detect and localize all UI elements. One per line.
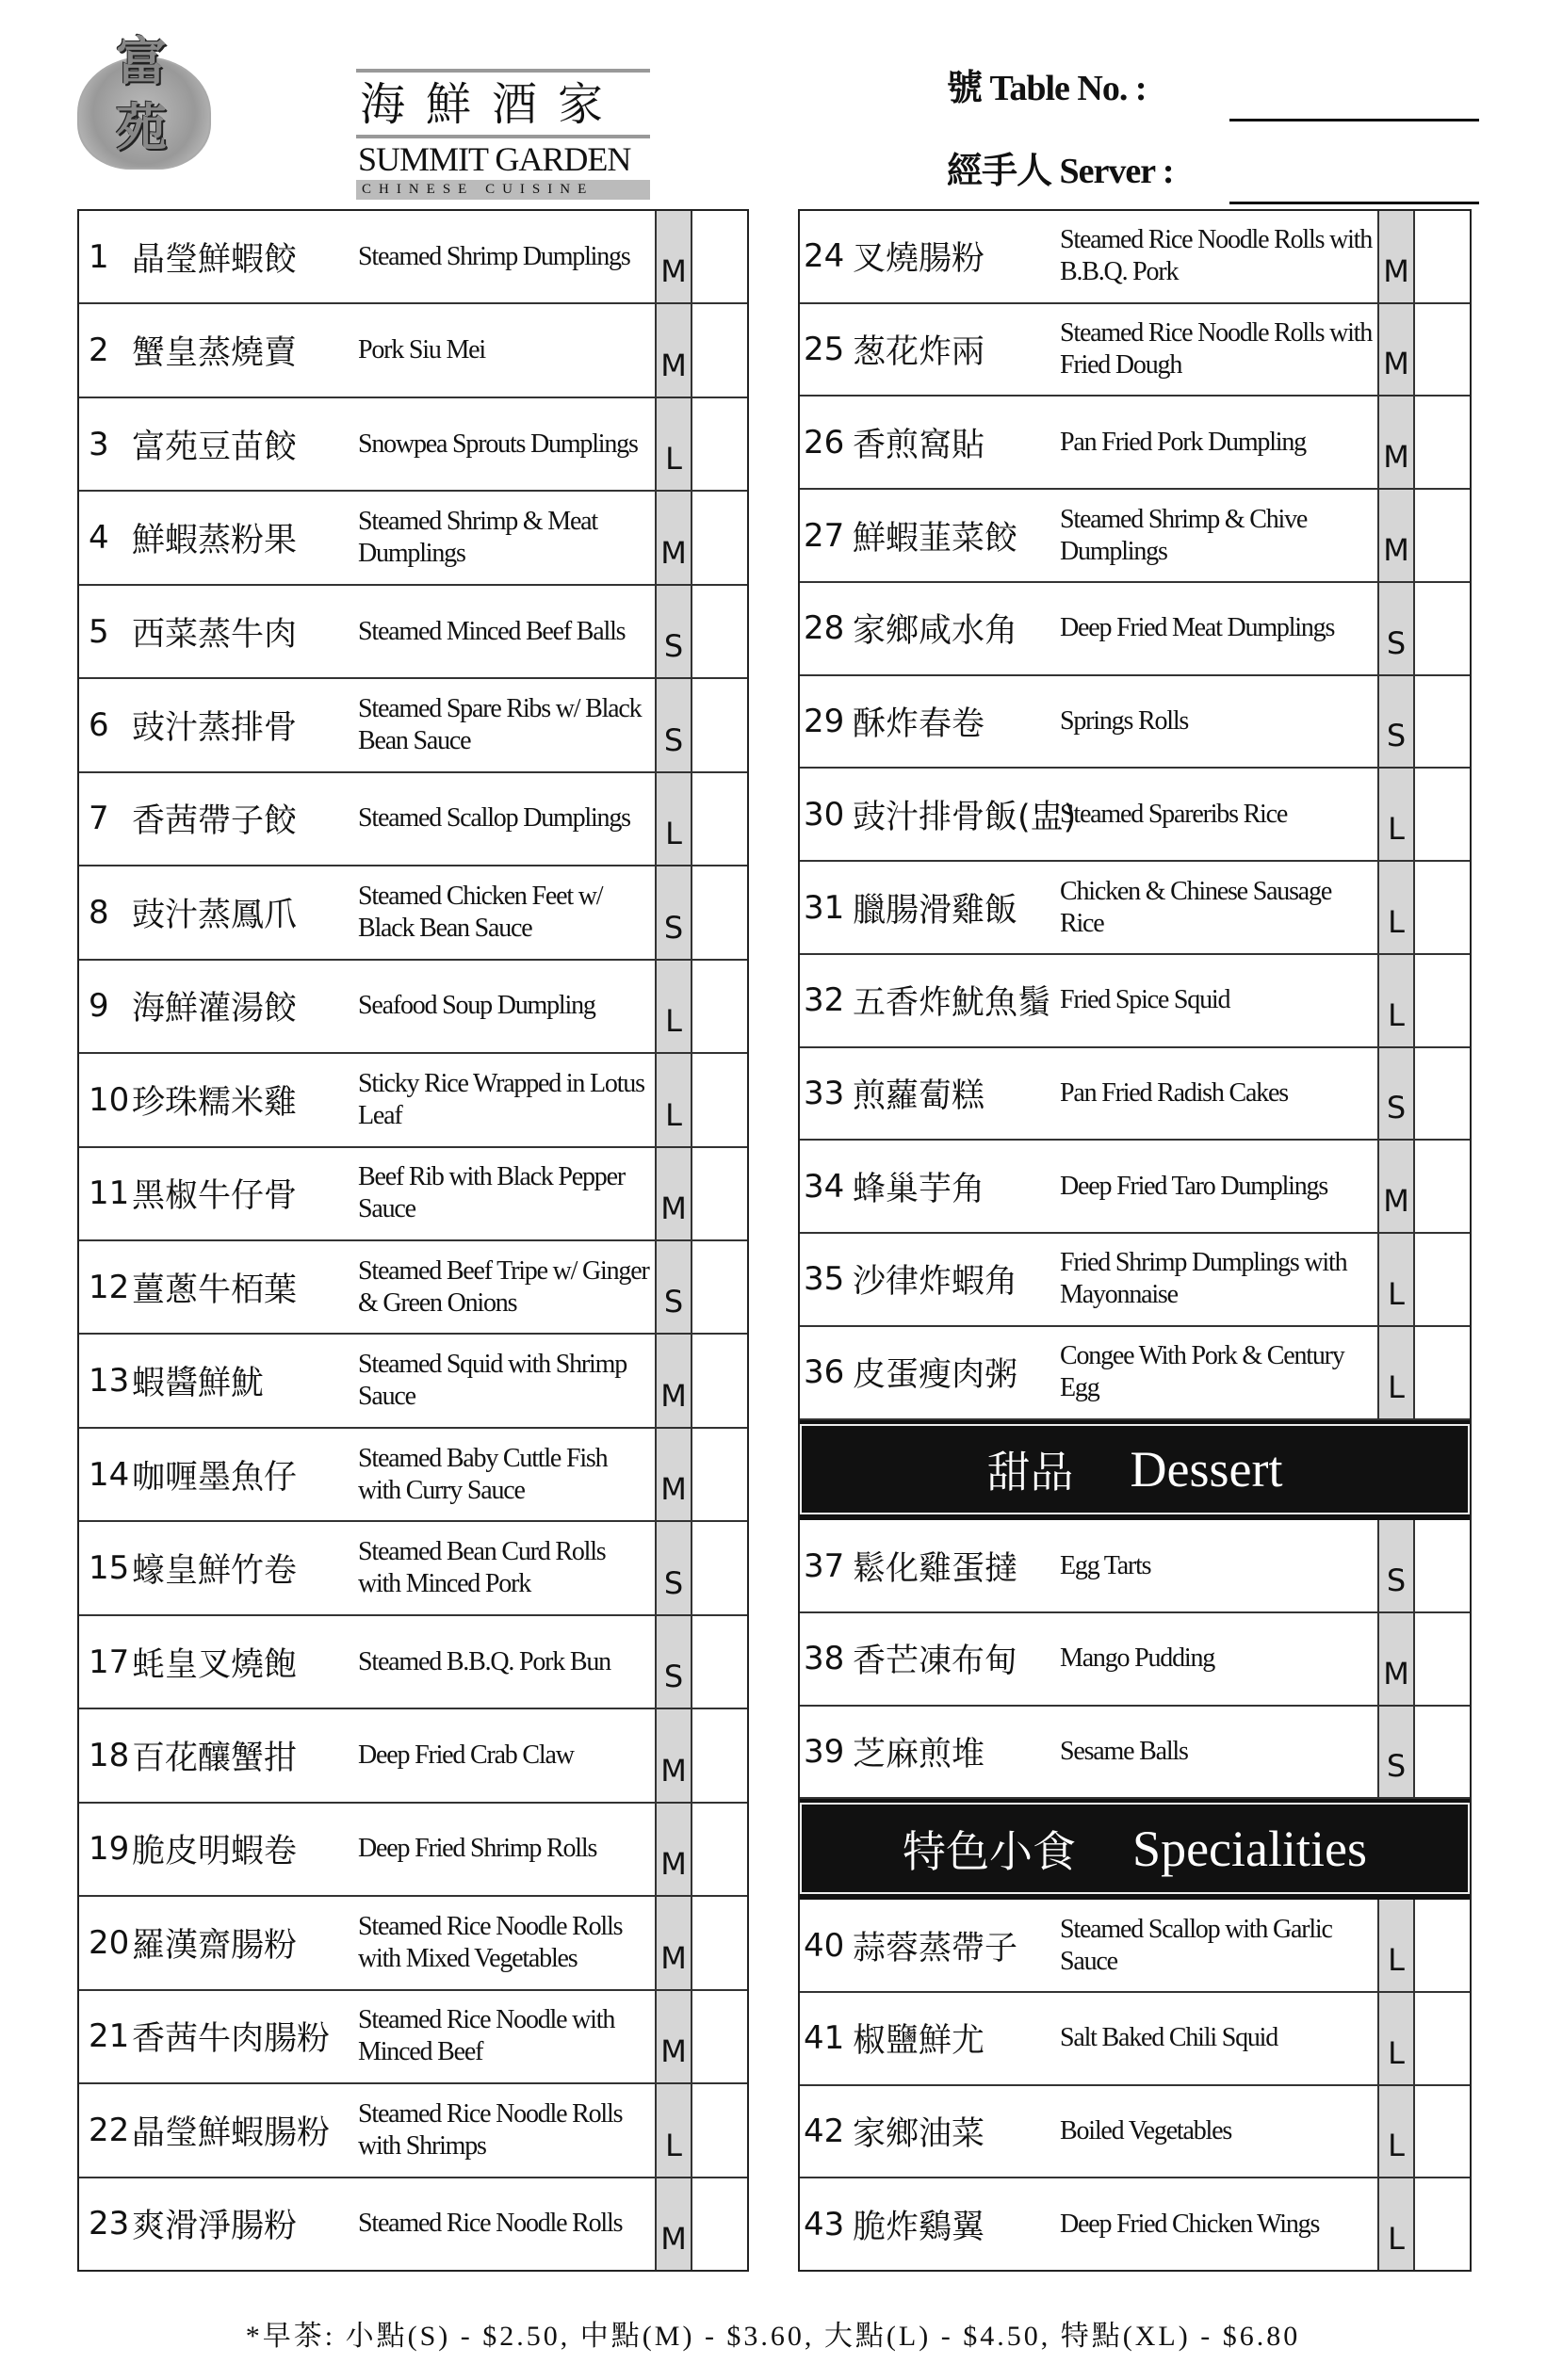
menu-row	[800, 769, 1470, 862]
quantity-cell[interactable]	[1415, 769, 1470, 860]
menu-table-left	[77, 209, 749, 2272]
menu-row	[800, 397, 1470, 490]
item-name-cn: 鮮蝦韮菜餃	[853, 519, 1018, 558]
item-name-cn: 蚝皇叉燒飽	[132, 1645, 298, 1684]
item-size: L	[1377, 1327, 1415, 1418]
item-name-en: Steamed Squid with Shrimp Sauce	[358, 1350, 627, 1412]
item-name-en: Steamed B.B.Q. Pork Bun	[358, 1646, 610, 1676]
menu-row	[800, 862, 1470, 955]
item-number: 17	[89, 1643, 130, 1681]
item-name-cn: 蝦醬鮮魷	[132, 1365, 265, 1403]
item-name-en: Pork Siu Mei	[358, 335, 485, 365]
menu-row	[800, 490, 1470, 583]
section-header-inner	[800, 1803, 1470, 1894]
item-name-en: Deep Fried Shrimp Rolls	[358, 1834, 597, 1864]
item-number: 37	[804, 1546, 845, 1585]
menu-row	[800, 1993, 1470, 2086]
menu-row	[79, 1241, 747, 1335]
server-input-line[interactable]	[1229, 202, 1479, 204]
item-name-en: Salt Baked Chili Squid	[1060, 2023, 1278, 2053]
quantity-cell[interactable]	[692, 2178, 747, 2270]
item-number: 10	[89, 1080, 130, 1119]
item-size: S	[655, 1241, 692, 1333]
item-name-cn: 香茜牛肉腸粉	[132, 2020, 331, 2059]
logo-emblem	[73, 28, 215, 179]
menu-row	[79, 2084, 747, 2178]
item-number: 15	[89, 1549, 130, 1588]
item-name-en: Steamed Rice Noodle Rolls	[358, 2209, 623, 2239]
item-number: 13	[89, 1362, 130, 1400]
item-name-cn: 叉燒腸粉	[853, 240, 985, 279]
menu-row	[79, 1148, 747, 1241]
item-number: 9	[89, 987, 109, 1026]
menu-row	[79, 2178, 747, 2270]
menu-row	[800, 1707, 1470, 1800]
item-name-en: Steamed Rice Noodle Rolls with B.B.Q. Pork	[1060, 225, 1373, 287]
item-name-en: Steamed Rice Noodle Rolls with Mixed Vegetables	[358, 1911, 623, 1973]
item-name-en: Congee With Pork & Century Egg	[1060, 1341, 1344, 1403]
item-number: 3	[89, 425, 109, 463]
item-name-cn: 香芒凍布甸	[853, 1643, 1018, 1681]
item-name-cn: 晶瑩鮮蝦餃	[132, 240, 298, 279]
item-name-en: Sticky Rice Wrapped in Lotus Leaf	[358, 1068, 644, 1130]
quantity-cell[interactable]	[692, 1522, 747, 1613]
item-name-en: Steamed Baby Cuttle Fish with Curry Sauce	[358, 1443, 608, 1505]
item-name-cn: 蒜蓉蒸帶子	[853, 1929, 1018, 1967]
menu-row	[79, 1335, 747, 1428]
item-name-en: Steamed Chicken Feet w/ Black Bean Sauce	[358, 881, 603, 943]
item-number: 27	[804, 516, 845, 555]
item-number: 39	[804, 1733, 845, 1772]
item-size: M	[1377, 304, 1415, 396]
item-size: L	[1377, 862, 1415, 953]
menu-row	[800, 583, 1470, 676]
item-name-en: Chicken & Chinese Sausage Rice	[1060, 876, 1332, 938]
item-number: 34	[804, 1167, 845, 1206]
item-size: L	[655, 398, 692, 490]
quantity-cell[interactable]	[1415, 1048, 1470, 1140]
item-size: M	[655, 211, 692, 302]
item-name-en: Snowpea Sprouts Dumplings	[358, 429, 638, 459]
quantity-cell[interactable]	[692, 586, 747, 677]
item-number: 19	[89, 1830, 130, 1869]
item-size: M	[655, 492, 692, 583]
menu-row	[79, 961, 747, 1054]
item-size: L	[655, 773, 692, 865]
item-number: 28	[804, 609, 845, 648]
quantity-cell[interactable]	[1415, 583, 1470, 674]
quantity-cell[interactable]	[692, 1709, 747, 1801]
quantity-cell[interactable]	[692, 1897, 747, 1988]
brand-block	[356, 69, 650, 200]
item-name-cn: 爽滑淨腸粉	[132, 2208, 298, 2246]
item-name-cn: 酥炸春卷	[853, 705, 985, 744]
item-name-cn: 芝麻煎堆	[853, 1736, 985, 1774]
menu-row	[800, 1520, 1470, 1613]
item-size: M	[655, 1335, 692, 1426]
brand-cn: 海鮮酒家	[360, 78, 625, 131]
item-size: M	[1377, 1141, 1415, 1232]
item-size: S	[655, 1616, 692, 1708]
item-number: 22	[89, 2111, 130, 2149]
item-name-cn: 皮蛋瘦肉粥	[853, 1356, 1018, 1395]
logo-mark: 富苑	[116, 31, 167, 157]
menu-row	[800, 1613, 1470, 1707]
item-size: L	[655, 2084, 692, 2176]
server-field	[947, 141, 1174, 193]
menu-row	[800, 2178, 1470, 2270]
quantity-cell[interactable]	[692, 398, 747, 490]
item-name-cn: 羅漢齋腸粉	[132, 1926, 298, 1965]
item-size: M	[655, 1709, 692, 1801]
quantity-cell[interactable]	[1415, 304, 1470, 396]
item-number: 12	[89, 1268, 130, 1306]
quantity-cell[interactable]	[1415, 1520, 1470, 1611]
brand-sub: CHINESE CUISINE	[356, 180, 650, 200]
item-name-en: Steamed Scallop with Garlic Sauce	[1060, 1914, 1332, 1976]
menu-row	[800, 676, 1470, 769]
menu-row	[79, 1616, 747, 1709]
item-size: S	[655, 1522, 692, 1613]
table-no-label: 號 Table No. :	[947, 69, 1147, 108]
item-number: 36	[804, 1353, 845, 1392]
item-number: 5	[89, 612, 109, 651]
item-number: 2	[89, 332, 109, 370]
menu-row	[79, 773, 747, 866]
item-number: 6	[89, 705, 109, 744]
item-number: 20	[89, 1923, 130, 1962]
item-name-en: Deep Fried Crab Claw	[358, 1740, 574, 1770]
menu-row	[79, 1991, 747, 2084]
menu-row	[800, 1141, 1470, 1234]
quantity-cell[interactable]	[1415, 1327, 1470, 1418]
section-title-en: Specialities	[1132, 1820, 1367, 1877]
quantity-cell[interactable]	[1415, 1707, 1470, 1798]
item-name-en: Steamed Shrimp Dumplings	[358, 241, 630, 271]
item-number: 42	[804, 2113, 845, 2151]
item-name-cn: 家鄉咸水角	[853, 612, 1018, 651]
section-header-inner	[800, 1424, 1470, 1515]
item-size: L	[655, 1054, 692, 1145]
item-name-en: Steamed Scallop Dumplings	[358, 803, 630, 834]
item-name-cn: 香煎窩貼	[853, 426, 985, 464]
item-name-cn: 百花釀蟹拑	[132, 1739, 298, 1777]
quantity-cell[interactable]	[1415, 211, 1470, 302]
item-size: M	[1377, 490, 1415, 581]
item-size: L	[655, 961, 692, 1052]
item-size: M	[655, 1429, 692, 1520]
menu-row	[79, 1897, 747, 1990]
item-name-en: Steamed Rice Noodle Rolls with Shrimps	[358, 2098, 623, 2161]
item-size: M	[655, 304, 692, 396]
item-size: S	[655, 866, 692, 958]
item-number: 1	[89, 237, 109, 276]
item-name-cn: 臘腸滑雞飯	[853, 891, 1018, 930]
item-size: M	[655, 2178, 692, 2270]
item-name-cn: 鮮蝦蒸粉果	[132, 522, 298, 560]
item-name-en: Egg Tarts	[1060, 1550, 1151, 1580]
quantity-cell[interactable]	[692, 1616, 747, 1708]
item-name-cn: 香茜帶子餃	[132, 802, 298, 841]
quantity-cell[interactable]	[1415, 1993, 1470, 2084]
item-name-en: Deep Fried Chicken Wings	[1060, 2209, 1320, 2239]
item-name-cn: 晶瑩鮮蝦腸粉	[132, 2113, 331, 2152]
item-number: 30	[804, 795, 845, 834]
section-title-cn: 特色小食	[903, 1825, 1077, 1877]
item-name-cn: 鬆化雞蛋撻	[853, 1549, 1018, 1588]
item-size: S	[1377, 1520, 1415, 1611]
item-name-cn: 蠔皇鮮竹卷	[132, 1552, 298, 1591]
item-name-cn: 蜂巢芋角	[853, 1170, 985, 1208]
quantity-cell[interactable]	[1415, 1141, 1470, 1232]
item-name-en: Deep Fried Taro Dumplings	[1060, 1171, 1328, 1201]
item-size: L	[1377, 1900, 1415, 1991]
item-number: 14	[89, 1455, 130, 1494]
server-label: 經手人 Server :	[947, 152, 1174, 191]
item-number: 40	[804, 1926, 845, 1965]
quantity-cell[interactable]	[692, 1429, 747, 1520]
menu-row	[79, 679, 747, 772]
item-size: M	[655, 1991, 692, 2082]
brand-en: SUMMIT GARDEN	[358, 140, 631, 178]
item-size: M	[1377, 397, 1415, 488]
item-size: M	[1377, 211, 1415, 302]
item-number: 41	[804, 2019, 845, 2058]
item-name-en: Steamed Minced Beef Balls	[358, 616, 626, 646]
menu-row	[800, 304, 1470, 397]
item-number: 43	[804, 2205, 845, 2243]
item-name-cn: 豉汁蒸排骨	[132, 708, 298, 747]
item-size: S	[1377, 583, 1415, 674]
item-number: 8	[89, 893, 109, 931]
item-size: L	[1377, 769, 1415, 860]
menu-row	[79, 398, 747, 492]
table-no-field	[947, 58, 1147, 110]
item-name-cn: 蟹皇蒸燒賣	[132, 334, 298, 373]
quantity-cell[interactable]	[1415, 955, 1470, 1046]
item-name-en: Springs Rolls	[1060, 706, 1189, 737]
item-name-en: Steamed Spare Ribs w/ Black Bean Sauce	[358, 693, 642, 755]
item-number: 25	[804, 331, 845, 369]
item-name-en: Seafood Soup Dumpling	[358, 991, 595, 1021]
quantity-cell[interactable]	[692, 211, 747, 302]
item-name-cn: 薑蔥牛栢葉	[132, 1271, 298, 1309]
section-title-cn: 甜品	[986, 1446, 1074, 1498]
item-name-cn: 豉汁排骨飯(盅)	[853, 798, 1077, 836]
price-footnote: *早茶: 小點(S) - $2.50, 中點(M) - $3.60, 大點(L) - $4.50, 特點(XL) - $6.80	[245, 2321, 1301, 2352]
item-number: 23	[89, 2205, 130, 2243]
item-number: 24	[804, 237, 845, 276]
item-name-cn: 五香炸魷魚鬚	[853, 984, 1051, 1023]
item-name-en: Steamed Spareribs Rice	[1060, 799, 1288, 829]
item-name-en: Steamed Rice Noodle Rolls with Fried Dough	[1060, 318, 1373, 380]
quantity-cell[interactable]	[692, 304, 747, 396]
quantity-cell[interactable]	[692, 866, 747, 958]
quantity-cell[interactable]	[1415, 490, 1470, 581]
item-name-en: Mango Pudding	[1060, 1643, 1215, 1674]
quantity-cell[interactable]	[692, 1241, 747, 1333]
item-name-cn: 椒鹽鮮尤	[853, 2022, 985, 2061]
item-name-en: Beef Rib with Black Pepper Sauce	[358, 1162, 625, 1224]
item-size: L	[1377, 1993, 1415, 2084]
item-number: 31	[804, 888, 845, 927]
menu-row	[79, 1522, 747, 1615]
quantity-cell[interactable]	[1415, 862, 1470, 953]
menu-row	[800, 211, 1470, 304]
item-name-en: Boiled Vegetables	[1060, 2116, 1232, 2146]
menu-row	[79, 492, 747, 585]
quantity-cell[interactable]	[1415, 1234, 1470, 1325]
item-number: 18	[89, 1736, 130, 1774]
menu-row	[79, 866, 747, 960]
item-name-cn: 黑椒牛仔骨	[132, 1177, 298, 1216]
quantity-cell[interactable]	[692, 1148, 747, 1239]
item-name-en: Steamed Shrimp & Meat Dumplings	[358, 507, 597, 569]
item-number: 33	[804, 1074, 845, 1112]
section-title-en: Dessert	[1130, 1440, 1283, 1498]
quantity-cell[interactable]	[692, 1054, 747, 1145]
item-name-cn: 沙律炸蝦角	[853, 1263, 1018, 1302]
item-size: M	[655, 1804, 692, 1895]
item-size: S	[1377, 1048, 1415, 1140]
menu-row	[800, 1234, 1470, 1327]
quantity-cell[interactable]	[692, 1991, 747, 2082]
item-name-cn: 煎蘿蔔糕	[853, 1077, 985, 1115]
item-size: M	[1377, 1613, 1415, 1705]
menu-table-right	[798, 209, 1472, 2272]
item-name-cn: 海鮮灌湯餃	[132, 990, 298, 1028]
menu-row	[79, 586, 747, 679]
restaurant-logo	[73, 28, 631, 197]
item-number: 32	[804, 981, 845, 1020]
item-name-en: Steamed Rice Noodle with Minced Beef	[358, 2005, 615, 2067]
quantity-cell[interactable]	[1415, 676, 1470, 768]
item-number: 7	[89, 800, 109, 838]
menu-row	[79, 1709, 747, 1803]
item-number: 11	[89, 1174, 130, 1213]
quantity-cell[interactable]	[692, 1335, 747, 1426]
quantity-cell[interactable]	[1415, 2178, 1470, 2270]
quantity-cell[interactable]	[692, 492, 747, 583]
item-size: L	[1377, 2178, 1415, 2270]
quantity-cell[interactable]	[1415, 1900, 1470, 1991]
menu-row	[79, 1054, 747, 1147]
item-name-cn: 脆皮明蝦卷	[132, 1833, 298, 1871]
quantity-cell[interactable]	[692, 2084, 747, 2176]
item-name-cn: 咖喱墨魚仔	[132, 1458, 298, 1497]
quantity-cell[interactable]	[692, 773, 747, 865]
item-name-en: Pan Fried Radish Cakes	[1060, 1077, 1288, 1108]
menu-row	[800, 1327, 1470, 1420]
menu-row	[79, 1804, 747, 1897]
item-name-cn: 家鄉油菜	[853, 2115, 985, 2154]
menu-row	[800, 1048, 1470, 1141]
quantity-cell[interactable]	[1415, 2086, 1470, 2178]
item-name-en: Deep Fried Meat Dumplings	[1060, 613, 1335, 643]
item-number: 4	[89, 519, 109, 558]
menu-row	[79, 304, 747, 397]
quantity-cell[interactable]	[692, 679, 747, 770]
item-name-cn: 脆炸鷄翼	[853, 2208, 985, 2246]
item-size: S	[655, 586, 692, 677]
menu-row	[79, 1429, 747, 1522]
item-size: L	[1377, 1234, 1415, 1325]
item-number: 26	[804, 423, 845, 461]
item-name-en: Fried Spice Squid	[1060, 985, 1230, 1015]
item-number: 38	[804, 1640, 845, 1678]
item-size: S	[1377, 676, 1415, 768]
item-size: L	[1377, 955, 1415, 1046]
quantity-cell[interactable]	[692, 961, 747, 1052]
item-number: 29	[804, 703, 845, 741]
item-size: S	[1377, 1707, 1415, 1798]
menu-row	[800, 1900, 1470, 1993]
item-number: 21	[89, 2017, 130, 2056]
item-name-cn: 豉汁蒸鳳爪	[132, 896, 298, 934]
menu-row	[79, 211, 747, 304]
item-size: M	[655, 1897, 692, 1988]
specialities-section-header	[800, 1799, 1470, 1900]
item-name-en: Sesame Balls	[1060, 1737, 1188, 1767]
item-name-en: Steamed Bean Curd Rolls with Minced Pork	[358, 1537, 606, 1599]
quantity-cell[interactable]	[1415, 397, 1470, 488]
item-name-en: Steamed Beef Tripe w/ Ginger & Green Onions	[358, 1255, 649, 1318]
menu-row	[800, 2086, 1470, 2179]
item-name-cn: 西菜蒸牛肉	[132, 615, 298, 654]
item-number: 35	[804, 1260, 845, 1299]
table-no-input-line[interactable]	[1229, 119, 1479, 121]
quantity-cell[interactable]	[1415, 1613, 1470, 1705]
item-name-en: Pan Fried Pork Dumpling	[1060, 427, 1306, 457]
dessert-section-header	[800, 1420, 1470, 1521]
item-size: M	[655, 1148, 692, 1239]
item-name-cn: 葱花炸兩	[853, 333, 985, 372]
item-name-en: Steamed Shrimp & Chive Dumplings	[1060, 504, 1308, 566]
item-size: L	[1377, 2086, 1415, 2178]
item-name-cn: 富苑豆苗餃	[132, 428, 298, 466]
quantity-cell[interactable]	[692, 1804, 747, 1895]
item-name-en: Fried Shrimp Dumplings with Mayonnaise	[1060, 1248, 1347, 1310]
item-name-cn: 珍珠糯米雞	[132, 1083, 298, 1122]
item-size: S	[655, 679, 692, 770]
menu-row	[800, 955, 1470, 1048]
